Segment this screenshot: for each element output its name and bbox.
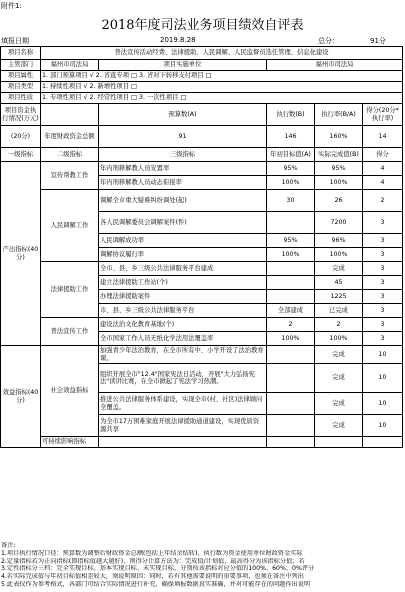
score: 10 (363, 346, 403, 364)
funds-header: 预算数(A) (99, 104, 267, 126)
target-value (267, 290, 315, 304)
attachment-label: 附件1: (1, 2, 22, 10)
indicator-name: 办理法律援助案件 (99, 290, 267, 304)
target-value: 95% (267, 162, 315, 176)
indicator-name: 加强青少年法治教育，在全市所有中、小学开设了法治教育课。 (99, 346, 267, 364)
target-value: 2 (267, 318, 315, 332)
actual-value: 7200 (315, 212, 363, 234)
target-value (267, 262, 315, 276)
table-cell (363, 437, 403, 448)
target-value (267, 364, 315, 393)
table-row (1, 93, 403, 104)
actual-value: 100% (315, 176, 363, 190)
table-row (1, 318, 403, 332)
table-row (1, 82, 403, 93)
target-value: 100% (267, 176, 315, 190)
note-line: 3.定性指标分三档：完全实现目标、基本实现目标、未实现目标，分别按该指标对应分值的100%、60%、0%评分 (1, 565, 315, 573)
table-row (1, 262, 403, 276)
funds-value: 146 (267, 126, 315, 148)
funds-header: 执行数(B) (267, 104, 315, 126)
funds-row-label: 年度财政资金总额 (41, 126, 99, 148)
output-indicator-label: 产出指标(40分) (1, 162, 41, 346)
group-name: 法律援助工作 (41, 262, 99, 318)
table-row (1, 104, 403, 126)
actual-value: 2 (315, 318, 363, 332)
funds-label: 项目资金执行情况(万元) (1, 104, 41, 126)
social-benefit-label: 社会效益指标 (41, 346, 99, 437)
nature-label: 项目性质 (1, 93, 41, 104)
target-value (267, 346, 315, 364)
actual-value: 已完成 (315, 304, 363, 318)
target-value (267, 415, 315, 437)
score: 3 (363, 332, 403, 346)
impl: 福州市司法局 (267, 60, 403, 71)
score: 10 (363, 364, 403, 393)
score: 2 (363, 190, 403, 212)
indicator-header: 年初目标值(A) (267, 148, 315, 162)
indicator-header: 得分 (363, 148, 403, 162)
indicator-name: 全市国家工作人员无纸化学法用法覆盖率 (99, 332, 267, 346)
indicator-header: 三级指标 (99, 148, 267, 162)
actual-value: 完成 (315, 364, 363, 393)
project-name: 普法宣传活动经费、法律援助、人民调解、人民监督员选任管理、信息化建设 (41, 47, 403, 60)
note-line: 备注: (1, 542, 16, 549)
note-line: 2.定量指标若为正向指标(即指标值越大越好)，则得分计算方法为：完成值/计划值，最高得分为该指标分值；若 (1, 557, 305, 565)
target-value: 30 (267, 190, 315, 212)
score: 3 (363, 234, 403, 248)
target-value: 全部建成 (267, 304, 315, 318)
indicator-name: 调解协议履行率 (99, 248, 267, 262)
actual-value: 26 (315, 190, 363, 212)
funds-score-label: (20分) (1, 126, 41, 148)
indicator-name: 建设法治文化教育基地(个) (99, 318, 267, 332)
score: 3 (363, 290, 403, 304)
score: 3 (363, 212, 403, 234)
table-row (1, 190, 403, 212)
actual-value: 1225 (315, 290, 363, 304)
actual-value: 95% (315, 162, 363, 176)
table-cell (99, 437, 267, 448)
fill-unit-label: 填报日期 (1, 37, 29, 45)
table-cell (41, 104, 99, 126)
group-name: 人民调解工作 (41, 190, 99, 262)
table-row (1, 346, 403, 364)
indicator-name: 人民调解成功率 (99, 234, 267, 248)
dept-label: 主管部门 (1, 60, 41, 71)
actual-value: 100% (315, 332, 363, 346)
score: 10 (363, 415, 403, 437)
target-value (267, 276, 315, 290)
score: 3 (363, 276, 403, 290)
effect-indicator-label: 效益指标(40分) (1, 346, 41, 448)
impl-label: 项目实施单位 (99, 60, 267, 71)
indicator-name: 各人民调解委员会调解案件(件) (99, 212, 267, 234)
score: 3 (363, 248, 403, 262)
indicator-name: 组织开展全市"12.4"国家宪法日活动，开展"大力弘扬宪法"读讲比赛，在全市掀起了宪法学习热潮。 (99, 364, 267, 393)
table-row (1, 60, 403, 71)
target-value: 100% (267, 248, 315, 262)
target-value (267, 212, 315, 234)
actual-value: 完成 (315, 262, 363, 276)
table-row (1, 47, 403, 60)
score: 4 (363, 162, 403, 176)
actual-value: 完成 (315, 393, 363, 415)
attr-label: 项目属性 (1, 71, 41, 82)
table-row (1, 148, 403, 162)
score: 3 (363, 262, 403, 276)
fill-date: 2019.8.28 (160, 36, 196, 44)
target-value: 95% (267, 234, 315, 248)
table-row (1, 71, 403, 82)
actual-value: 100% (315, 248, 363, 262)
project-type: 1. 持续性项目 √ 2. 新增性项目 □ (41, 82, 403, 93)
indicator-name: 市、县、乡三级公共法律服务平台 (99, 304, 267, 318)
indicator-name: 全市、县、乡三级公共法律服务平台建成 (99, 262, 267, 276)
indicator-name: 调解全市重大疑难纠纷调处(起) (99, 190, 267, 212)
note-line: 1.项目执行情况口径：预算数为调整后财政资金总额(包括上年结余结转)，执行数为资金使用单位财政资金实际 (1, 549, 303, 557)
score: 3 (363, 318, 403, 332)
score: 4 (363, 176, 403, 190)
indicator-header: 二级指标 (41, 148, 99, 162)
funds-value: 14 (363, 126, 403, 148)
funds-value: 160% (315, 126, 363, 148)
actual-value: 96% (315, 234, 363, 248)
project-attr: 1. 部门预算项目 √ 2. 省直专项 □ 3. 省对下转移支付项目 □ (41, 71, 403, 82)
table-row (1, 126, 403, 148)
note-line: 4.若实际完成值与年初目标值相差较大，须说明原因：同时，若有其他需要说明的重要事项，也须在备注中列出 (1, 573, 304, 580)
indicator-header: 实际完成值(B) (315, 148, 363, 162)
indicator-name: 年内刑释解教人员动态衔接率 (99, 176, 267, 190)
total-score: 91分 (370, 37, 386, 45)
page-title: 2018年度司法业务项目绩效自评表 (101, 18, 304, 33)
group-name: 普法宣传工作 (41, 318, 99, 346)
actual-value: 45 (315, 276, 363, 290)
sustain-label: 可持续影响指标 (41, 437, 99, 448)
funds-header: 执行率(B/A) (315, 104, 363, 126)
funds-value: 91 (99, 126, 267, 148)
table-cell (315, 437, 363, 448)
actual-value: 完成 (315, 346, 363, 364)
table-cell (267, 437, 315, 448)
notes (1, 542, 403, 589)
funds-header: 得分(20分*执行率) (363, 104, 403, 126)
score: 10 (363, 393, 403, 415)
target-value: 100% (267, 332, 315, 346)
total-label: 总分： (318, 37, 339, 45)
table-row (1, 437, 403, 448)
target-value (267, 393, 315, 415)
indicator-header: 一级指标 (1, 148, 41, 162)
dept: 福州市司法局 (41, 60, 99, 71)
project-name-label: 项目名称 (1, 47, 41, 60)
indicator-name: 推进公共法律服务体系建设，实现全市(村、社区)法律顾问全覆盖。 (99, 393, 267, 415)
score: 3 (363, 304, 403, 318)
indicator-name: 建立法律援助工作站(个) (99, 276, 267, 290)
evaluation-table (0, 46, 403, 448)
group-name: 宣传帮教工作 (41, 162, 99, 190)
actual-value: 完成 (315, 415, 363, 437)
table-row (1, 162, 403, 176)
project-nature: 1. 专项性项目 √ 2. 经常性项目 □ 3. 一次性项目 □ (41, 93, 403, 104)
indicator-name: 年内刑释解教人员安置率 (99, 162, 267, 176)
indicator-name: 为全市17万困难家庭开展法律援助通道建设，实现优质资源共享 (99, 415, 267, 437)
note-line: 5.此表仅作为参考格式，各部门可结合实际情况进行补充，确保填报数据真实准确，并对可能存在的问题作出说明 (1, 580, 311, 588)
type-label: 项目类型 (1, 82, 41, 93)
